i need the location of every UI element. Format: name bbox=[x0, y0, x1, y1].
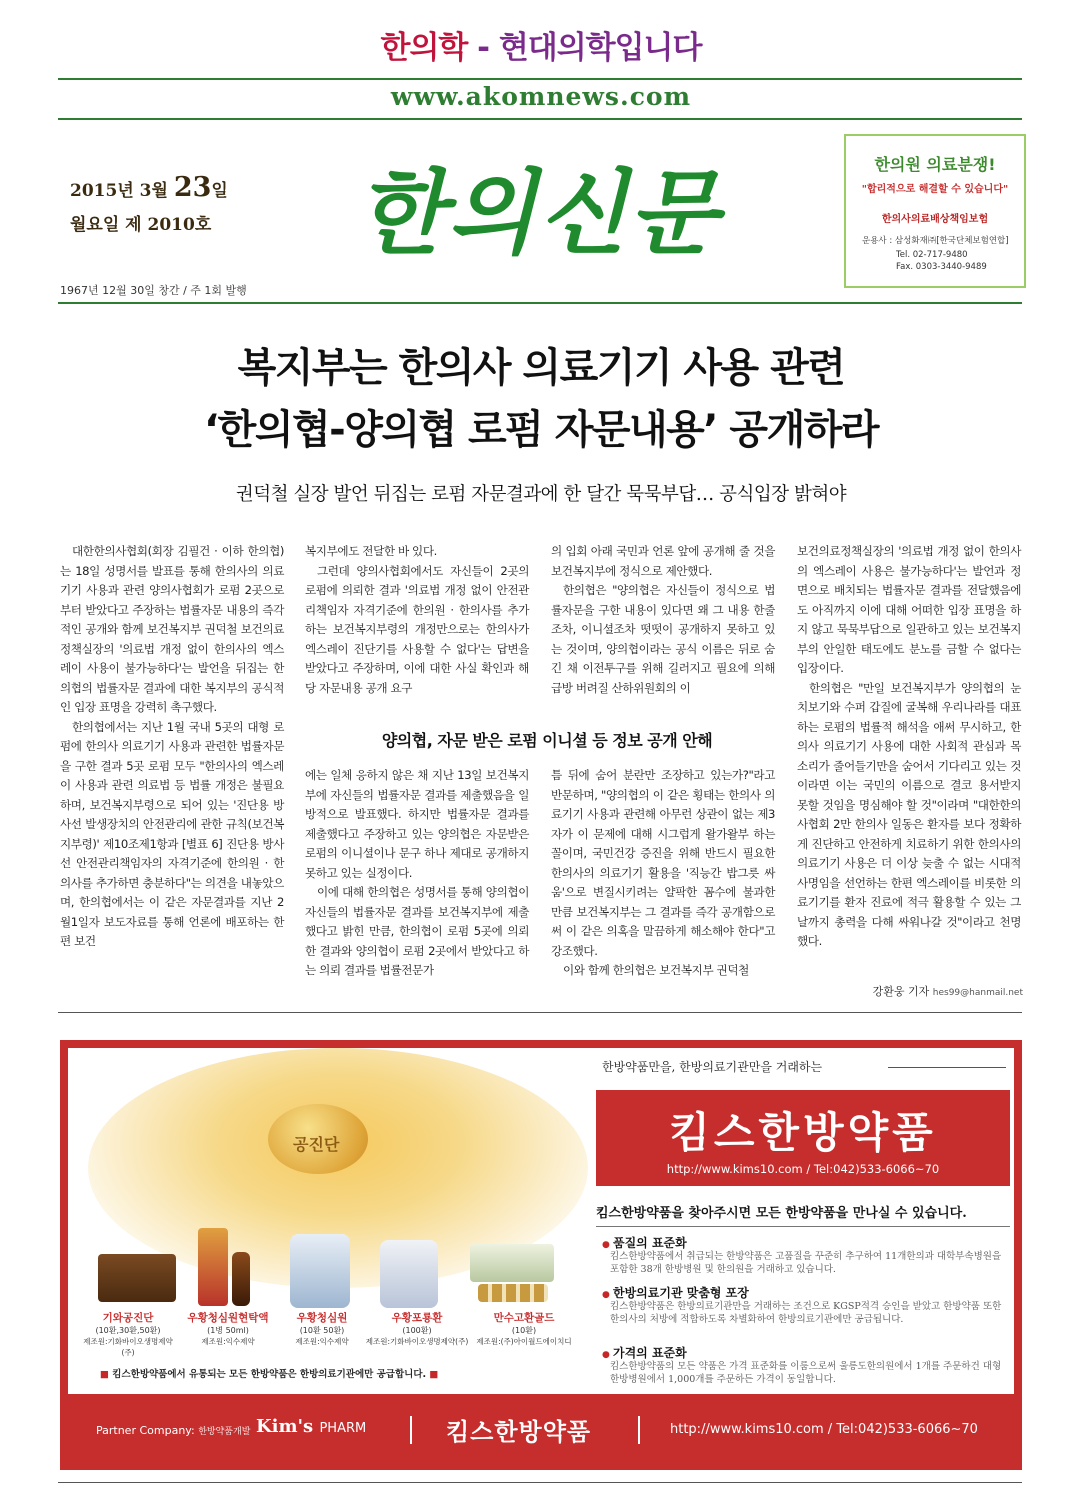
insurance-operator: 운용사 : 삼성화재㈜[한국단체보험연합] bbox=[862, 236, 1009, 246]
feature-title-text: 품질의 표준화 bbox=[613, 1236, 687, 1250]
tagline-rule bbox=[888, 1067, 1006, 1068]
product-vial-image bbox=[232, 1252, 250, 1306]
product-size: (100환) bbox=[402, 1326, 432, 1335]
date-day: 23 bbox=[173, 172, 212, 203]
bottom-url[interactable]: http://www.kims10.com / Tel:042)533-6066~70 bbox=[670, 1422, 978, 1437]
product-size: (10환) bbox=[511, 1326, 537, 1335]
article-column-4 bbox=[797, 542, 1021, 952]
product-caption bbox=[472, 1310, 576, 1347]
feature-title-text: 한방의료기관 맞춤형 포장 bbox=[613, 1286, 749, 1300]
separator bbox=[410, 1416, 412, 1444]
product-name: 우황포룡환 bbox=[391, 1312, 443, 1324]
article-column-3-bottom bbox=[551, 766, 775, 981]
headline-line1: 복지부는 한의사 의료기기 사용 관련 bbox=[237, 345, 845, 391]
partner-logo-text: Kim's bbox=[256, 1416, 314, 1437]
feature-title: ● 한방의료기관 맞춤형 포장 bbox=[602, 1286, 749, 1300]
insurance-title: 한의원 의료분쟁! bbox=[874, 155, 996, 174]
paragraph: 의 입회 아래 국민과 언론 앞에 공개해 줄 것을 보건복지부에 정식으로 제안했다. bbox=[551, 544, 775, 578]
masthead-logo: 한의신문 bbox=[356, 159, 720, 267]
website-url[interactable]: www.akomnews.com bbox=[390, 82, 692, 111]
slogan-separator: - bbox=[467, 30, 499, 66]
product-caption bbox=[176, 1310, 280, 1347]
paragraph: 보건의료정책실장의 '의료법 개정 없이 한의사의 엑스레이 사용은 불가능하다'는 발언과 정면으로 배치되는 법률자문 결과를 전달했음에도 아직까지 이에 대해 어떠한 입장 표명을 하지 않고 묵묵부답으로 일관하고 있는 보건복지부의 안일한 태도에도 분노를 금할 수 없다는 입장이다. bbox=[797, 544, 1021, 675]
product-jar-image bbox=[290, 1234, 350, 1308]
kims-pharm-advertisement[interactable] bbox=[60, 1040, 1022, 1470]
issue-date bbox=[70, 172, 228, 203]
ad-bottom-bar bbox=[60, 1402, 1022, 1462]
byline-email[interactable]: hes99@hanmail.net bbox=[932, 988, 1023, 998]
product-caption bbox=[362, 1310, 472, 1347]
product-maker: 제조원:익수제약 bbox=[295, 1337, 349, 1346]
bottom-brand: 킴스한방약품 bbox=[446, 1417, 592, 1446]
product-name: 만수고환골드 bbox=[493, 1312, 555, 1324]
product-name: 우황청심원현탁액 bbox=[187, 1312, 269, 1324]
product-maker: 제조원:기화바이오생명제약(주) bbox=[365, 1337, 469, 1346]
mid-heading: 양의협, 자문 받은 로펌 이니셜 등 정보 공개 안해 bbox=[381, 731, 713, 750]
insurance-fax: Fax. 0303-3440-9489 bbox=[896, 262, 987, 272]
paragraph: 대한한의사협회(회장 김필건 · 이하 한의협)는 18일 성명서를 발표를 통해 한의사의 의료기기 사용과 관련 양의사협회가 로펌 2곳으로부터 받았다고 주장하는 법률자문 내용의 즉각적인 공개와 함께 보건복지부 권덕철 보건의료정책실장의 '의료법 개정 없이 한의사의 엑스레이 사용이 불가능하다'는 발언을 뒤집는 한의협의 법률자문 결과에 대한 복지부의 공식적인 입장 표명을 강력히 촉구했다. bbox=[60, 544, 284, 714]
intro-rule bbox=[596, 1226, 1010, 1227]
product-caption bbox=[78, 1310, 178, 1358]
pill-label: 공진단 bbox=[293, 1135, 340, 1154]
product-bottle-image bbox=[198, 1228, 228, 1306]
product-case-image bbox=[470, 1244, 554, 1282]
product-name: 기와공진단 bbox=[102, 1312, 154, 1324]
insurance-tel: Tel. 02-717-9480 bbox=[896, 250, 968, 260]
headline-line2: ‘한의협-양의협 로펌 자문내용’ 공개하라 bbox=[203, 407, 878, 453]
article-column-1 bbox=[60, 542, 284, 952]
feature-title: ● 가격의 표준화 bbox=[602, 1346, 687, 1360]
partner-logo-suffix: PHARM bbox=[319, 1421, 367, 1436]
date-prefix: 2015년 3월 bbox=[70, 181, 174, 201]
header-rule-mid bbox=[58, 118, 1022, 120]
header-rule-bottom bbox=[58, 302, 1022, 304]
paragraph: 한의협은 "만일 보건복지부가 양의협의 눈치보기와 수퍼 갑질에 굴복해 우리나라를 대표하는 로펌의 법률적 해석을 애써 무시하고, 한의사 의료기기 사용에 대한 사회적 관심과 목소리가 줄어들기만을 숨어서 기다리고 있는 것이라면 이는 국민의 이름으로 결코 용서받지 못할 것임을 명심해야 할 것"이라며 "대한한의사협회 2만 한의사 일동은 환자를 보다 정확하게 진단하고 안전하게 치료하기 위한 한의사의 의료기기 사용은 더 이상 늦출 수 없는 시대적 사명임을 선언하는 한편 엑스레이를 비롯한 의료기기를 환자 진료에 적극 활용할 수 있는 그 날까지 총력을 다해 싸워나갈 것"이라고 천명했다. bbox=[797, 680, 1021, 948]
paragraph: 그런데 양의사협회에서도 자신들이 2곳의 로펌에 의뢰한 결과 '의료법 개정 없이 안전관리책임자 자격기준에 한의원 · 한의사를 추가하는 보건복지부령의 개정만으로는 한의사가 엑스레이 진단기를 사용할 수 없다'는 답변을 받았다고 주장하며, 이에 대한 사실 확인과 해당 자문내용 공개 요구 bbox=[305, 563, 529, 695]
article-divider bbox=[58, 1012, 1022, 1013]
product-maker: 제조원:익수제약 bbox=[201, 1337, 255, 1346]
product-size: (1병 50ml) bbox=[207, 1326, 249, 1335]
subheadline: 권덕철 실장 발언 뒤집는 로펌 자문결과에 한 달간 묵묵부답… 공식입장 밝혀야 bbox=[235, 484, 847, 505]
feature-title: ● 품질의 표준화 bbox=[602, 1236, 687, 1250]
product-maker: 제조원:(주)아이월드에이치디 bbox=[476, 1337, 572, 1346]
ad-brand-url[interactable]: http://www.kims10.com / Tel:042)533-6066~70 bbox=[666, 1162, 940, 1176]
partner-desc: 한방약품개발 bbox=[198, 1427, 251, 1437]
header-rule-top bbox=[58, 78, 1022, 80]
founded-info: 1967년 12월 30일 창간 / 주 1회 발행 bbox=[60, 284, 247, 297]
paragraph: 이와 함께 한의협은 보건복지부 권덕철 bbox=[563, 963, 749, 977]
ad-brand-name: 킴스한방약품 bbox=[669, 1108, 937, 1157]
product-size: (10환,30환,50환) bbox=[95, 1326, 161, 1335]
separator bbox=[638, 1416, 640, 1444]
product-box-image bbox=[98, 1254, 176, 1302]
issue-number: 월요일 제 2010호 bbox=[70, 215, 212, 235]
partner-label bbox=[96, 1424, 250, 1437]
article-column-2-top bbox=[305, 542, 529, 698]
paragraph: 한의협에서는 지난 1월 국내 5곳의 대형 로펌에 한의사 의료기기 사용과 관련한 법률자문을 구한 결과 5곳 로펌 모두 "한의사의 엑스레이 사용과 관련 의료법 등 법률 개정은 불필요하며, 보건복지부령으로 되어 있는 '진단용 방사선 발생장치의 안전관리에 관한 규칙(보건복지부령)' 제10조제1항과 [별표 6] 진단용 방사선 안전관리책임자의 자격기준에 한의원 · 한의사를 추가하면 충분하다"는 의견을 내놓았으며, 한의협에서는 이 같은 자문결과를 지난 2월1일자 보도자료를 통해 언론에 배포하는 한편 보건 bbox=[60, 719, 284, 948]
article-column-3-top bbox=[551, 542, 775, 698]
product-maker: 제조원:기화바이오생명제약(주) bbox=[83, 1337, 173, 1357]
partner-label-text: Partner Company: bbox=[96, 1424, 195, 1437]
feature-body: 킴스한방약품은 한방의료기관만을 거래하는 조건으로 KGSP적격 승인을 받았고 한방약품 또한 한의사의 처방에 적합하도록 차별화하여 한방의료기관에만 공급됩니다. bbox=[610, 1301, 1002, 1325]
slogan-part2: 현대의학입니다 bbox=[498, 30, 702, 66]
product-jar-image bbox=[380, 1240, 438, 1308]
article-column-2-bottom bbox=[305, 766, 529, 981]
slogan bbox=[0, 22, 1082, 67]
product-pills-image bbox=[478, 1284, 548, 1302]
paragraph: 이에 대해 한의협은 성명서를 통해 양의협이 자신들의 법률자문 결과를 보건복지부에 제출했다고 밝힌 만큼, 한의협이 로펌 5곳에 의뢰한 결과와 양의협이 로펌 2곳에서 받았다고 하는 의뢰 결과를 법률전문가 bbox=[305, 885, 529, 977]
slogan-part1: 한의학 bbox=[380, 30, 468, 66]
byline-name: 강환웅 기자 bbox=[872, 985, 933, 998]
ad-footnote-text: 킴스한방약품에서 유통되는 모든 한방약품은 한방의료기관에만 공급합니다. bbox=[112, 1369, 427, 1380]
insurance-ad-box[interactable] bbox=[844, 134, 1026, 288]
byline bbox=[797, 983, 1023, 999]
paragraph: 한의협은 "양의협은 자신들이 정식으로 법률자문을 구한 내용이 있다면 왜 그 내용 한줄조차, 이니셜조차 떳떳이 공개하지 못하고 있는 것이며, 양의협이라는 공식 이름은 뒤로 숨긴 채 이전투구를 위해 길러지고 필요에 의해 급방 버려질 산하위원회의 이 bbox=[551, 583, 775, 695]
ad-panel bbox=[68, 1048, 1014, 1394]
ad-tagline: 한방약품만을, 한방의료기관만을 거래하는 bbox=[602, 1060, 823, 1074]
ad-footnote: ■ 킴스한방약품에서 유통되는 모든 한방약품은 한방의료기관에만 공급합니다. ■ bbox=[100, 1369, 439, 1380]
ad-intro: 킴스한방약품을 찾아주시면 모든 한방약품을 만나실 수 있습니다. bbox=[596, 1206, 967, 1221]
product-size: (10환 50환) bbox=[299, 1326, 345, 1335]
ad-brand-box bbox=[596, 1090, 1010, 1186]
paragraph: 에는 일체 응하지 않은 채 지난 13일 보건복지부에 자신들의 법률자문 결과를 제출했음을 일방적으로 발표했다. 하지만 법률자문 결과를 제출했다고 주장하고 있는 양의협은 자문받은 로펌의 이니셜이나 문구 하나 제대로 공개하지 못하고 있는 실정이다. bbox=[305, 768, 529, 880]
paragraph: 복지부에도 전달한 바 있다. bbox=[305, 544, 437, 558]
feature-title-text: 가격의 표준화 bbox=[613, 1346, 687, 1360]
kims-pharm-logo bbox=[256, 1416, 366, 1437]
paragraph: 틈 뒤에 숨어 분란만 조장하고 있는가?"라고 반문하며, "양의협의 이 같은 횡태는 한의사 의료기기 사용과 관련해 아무런 상관이 없는 제3자가 이 문제에 대해 시그럽게 왈가왈부 하는 꼴이며, 국민건강 증진을 위해 반드시 필요한 한의사의 의료기기 활용을 '직능간 밥그릇 싸움'으로 변질시키려는 얄팍한 꼼수에 불과한 만큼 보건복지부는 그 결과를 즉각 공개함으로써 이 같은 의혹을 말끔하게 해소해야 한다"고 강조했다. bbox=[551, 768, 775, 958]
feature-body: 킴스한방약품에서 취급되는 한방약품은 고품질을 꾸준히 추구하여 11개한의과 대학부속병원을 포함한 38개 한방병원 및 한의원을 거래하고 있습니다. bbox=[610, 1251, 1002, 1275]
page-bottom-rule bbox=[58, 1482, 1022, 1483]
insurance-product: 한의사의료배상책임보험 bbox=[881, 214, 989, 225]
feature-body: 킴스한방약품의 모든 약품은 가격 표준화를 이룸으로써 울릉도한의원에서 1개를 주문하건 대형 한방병원에서 1,000개를 주문하든 가격이 동일합니다. bbox=[610, 1361, 1002, 1385]
insurance-subtitle: "합리적으로 해결할 수 있습니다" bbox=[861, 184, 1009, 195]
product-caption bbox=[282, 1310, 362, 1347]
product-name: 우황청심원 bbox=[296, 1312, 348, 1324]
date-suffix: 일 bbox=[211, 181, 228, 201]
